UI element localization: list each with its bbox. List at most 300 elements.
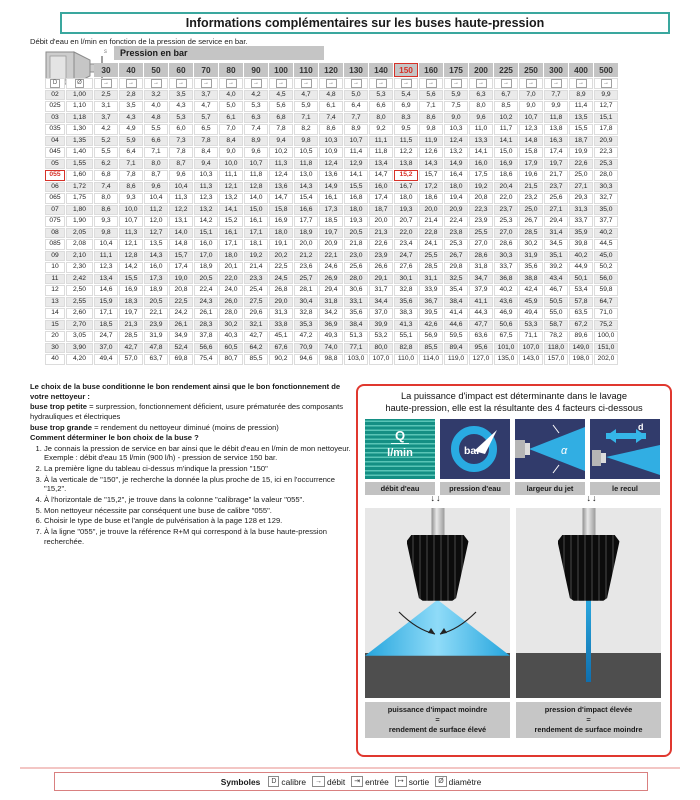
flow-value-cell: 40,2: [569, 251, 593, 262]
flow-value-cell: 28,6: [469, 251, 493, 262]
flow-value-cell: 39,5: [419, 308, 443, 319]
flow-value-cell: 15,0: [494, 147, 518, 158]
flow-value-cell: 8,2: [294, 124, 318, 135]
flow-value-cell: 15,7: [169, 251, 193, 262]
pressure-header-cell: 70: [194, 63, 218, 77]
flow-value-cell: 56,6: [194, 343, 218, 354]
flow-value-cell: 16,4: [444, 170, 468, 181]
flow-value-cell: 28,0: [594, 170, 618, 181]
flow-value-cell: 24,6: [319, 262, 343, 273]
flow-value-cell: 17,2: [419, 182, 443, 193]
flow-value-cell: 14,9: [319, 182, 343, 193]
flow-value-cell: 56,0: [594, 274, 618, 285]
flow-value-cell: 14,1: [219, 205, 243, 216]
flow-value-cell: 4,2: [244, 90, 268, 101]
flow-value-cell: 80,0: [369, 343, 393, 354]
legend-item-calibre: D calibre: [268, 776, 306, 787]
flow-value-cell: 4,9: [119, 124, 143, 135]
page-title-text: Informations complémentaires sur les buses haute-pression: [185, 16, 545, 30]
flow-value-cell: 11,3: [169, 193, 193, 204]
flow-value-cell: 8,5: [494, 101, 518, 112]
flow-value-cell: 13,6: [269, 182, 293, 193]
diameter-cell: 2,08: [66, 239, 93, 250]
flow-value-cell: 16,7: [394, 182, 418, 193]
flow-value-cell: 7,4: [319, 113, 343, 124]
jet-angle-icon: [515, 419, 585, 479]
flow-value-cell: 10,3: [444, 124, 468, 135]
flow-value-cell: 7,7: [344, 113, 368, 124]
flow-value-cell: 14,6: [94, 285, 118, 296]
flow-value-cell: 34,5: [544, 239, 568, 250]
flow-value-cell: 5,0: [344, 90, 368, 101]
flow-value-cell: 13,2: [194, 205, 218, 216]
flow-value-cell: 13,3: [469, 136, 493, 147]
flow-value-cell: 18,7: [569, 136, 593, 147]
flow-value-cell: 15,2: [219, 216, 243, 227]
flow-value-cell: 49,3: [319, 331, 343, 342]
flow-value-cell: 6,9: [394, 101, 418, 112]
flow-value-cell: 9,8: [94, 228, 118, 239]
flow-value-cell: 5,5: [144, 124, 168, 135]
flow-value-cell: 50,2: [594, 262, 618, 273]
flow-value-cell: 6,1: [319, 101, 343, 112]
flow-value-cell: 15,8: [269, 205, 293, 216]
flow-value-cell: 3,2: [144, 90, 168, 101]
flow-value-cell: 18,0: [344, 205, 368, 216]
flow-value-cell: 14,7: [369, 170, 393, 181]
flow-value-cell: 20,8: [169, 285, 193, 296]
flow-value-cell: 57,8: [569, 297, 593, 308]
flow-value-cell: 10,7: [344, 136, 368, 147]
flow-value-cell: 2,5: [94, 90, 118, 101]
flow-value-cell: 32,8: [394, 285, 418, 296]
flow-arrow-icon: →: [94, 78, 118, 89]
flow-value-cell: 77,1: [344, 343, 368, 354]
flow-value-cell: 16,9: [494, 159, 518, 170]
flow-value-cell: 7,1: [294, 113, 318, 124]
table-row: [45, 308, 618, 319]
outlet-symbol-icon: ↦: [395, 776, 407, 787]
diameter-cell: 1,55: [66, 159, 93, 170]
flow-value-cell: 12,2: [169, 205, 193, 216]
flow-value-cell: 22,1: [319, 251, 343, 262]
flow-value-cell: 10,9: [319, 147, 343, 158]
flow-value-cell: 98,8: [319, 354, 343, 365]
calibre-cell: 13: [45, 297, 65, 308]
calibre-symbol-icon: D: [268, 776, 279, 787]
flow-value-cell: 33,8: [269, 320, 293, 331]
flow-value-cell: 16,0: [144, 262, 168, 273]
flow-value-cell: 22,6: [569, 159, 593, 170]
diameter-cell: 2,10: [66, 251, 93, 262]
flow-value-cell: 4,7: [294, 90, 318, 101]
flow-value-cell: 19,3: [344, 216, 368, 227]
flow-value-cell: 3,5: [169, 90, 193, 101]
calibre-symbol-icon: D: [45, 78, 65, 89]
flow-value-cell: 43,4: [544, 274, 568, 285]
flow-value-cell: 28,0: [219, 308, 243, 319]
diameter-cell: 3,05: [66, 331, 93, 342]
flow-value-cell: 5,9: [119, 136, 143, 147]
flow-value-cell: 22,1: [144, 308, 168, 319]
flow-value-cell: 24,0: [219, 285, 243, 296]
flow-value-cell: 29,4: [319, 285, 343, 296]
table-row: [45, 193, 618, 204]
flow-value-cell: 20,2: [269, 251, 293, 262]
flow-value-cell: 34,2: [319, 308, 343, 319]
diameter-cell: 1,90: [66, 216, 93, 227]
flow-value-cell: 30,3: [594, 182, 618, 193]
flow-value-cell: 38,4: [444, 297, 468, 308]
pressure-header-cell: 50: [144, 63, 168, 77]
spacer: [66, 63, 93, 77]
diameter-cell: 1,60: [66, 170, 93, 181]
flow-value-cell: 19,9: [569, 147, 593, 158]
flow-value-cell: 31,4: [544, 228, 568, 239]
diameter-cell: 1,00: [66, 90, 93, 101]
flow-value-cell: 47,2: [294, 331, 318, 342]
flow-arrow-icon: →: [169, 78, 193, 89]
flow-value-cell: 22,8: [419, 228, 443, 239]
flow-value-cell: 38,8: [519, 274, 543, 285]
flow-value-cell: 21,3: [369, 228, 393, 239]
flow-value-cell: 8,0: [469, 101, 493, 112]
calibre-cell: 08: [45, 228, 65, 239]
flow-value-cell: 6,1: [219, 113, 243, 124]
diameter-cell: 2,42: [66, 274, 93, 285]
flow-value-cell: 70,9: [294, 343, 318, 354]
flow-value-cell: 26,0: [219, 297, 243, 308]
flow-value-cell: 13,8: [544, 124, 568, 135]
flow-value-cell: 19,1: [269, 239, 293, 250]
flow-value-cell: 18,5: [319, 216, 343, 227]
flow-value-cell: 25,3: [444, 239, 468, 250]
flow-value-cell: 7,0: [219, 124, 243, 135]
flow-rate-table: [44, 62, 619, 366]
flow-value-cell: 114,0: [419, 354, 443, 365]
flow-value-cell: 9,0: [219, 147, 243, 158]
flow-value-cell: 12,4: [269, 170, 293, 181]
flow-value-cell: 24,7: [94, 331, 118, 342]
flow-value-cell: 12,7: [144, 228, 168, 239]
flow-value-cell: 71,1: [519, 331, 543, 342]
diameter-cell: 1,40: [66, 147, 93, 158]
pressure-header-cell: 225: [494, 63, 518, 77]
flow-value-cell: 17,4: [169, 262, 193, 273]
table-row: [45, 331, 618, 342]
flow-value-cell: 15,1: [194, 228, 218, 239]
flow-value-cell: 9,8: [419, 124, 443, 135]
flow-value-cell: 17,7: [294, 216, 318, 227]
flow-value-cell: 19,0: [169, 274, 193, 285]
flow-value-cell: 15,8: [519, 147, 543, 158]
flow-value-cell: 149,0: [569, 343, 593, 354]
flow-value-cell: 39,9: [369, 320, 393, 331]
flow-value-cell: 198,0: [569, 354, 593, 365]
flow-value-cell: 39,8: [569, 239, 593, 250]
table-row: [45, 262, 618, 273]
step-4: 4. À l'horizontale de "15,2", je trouve dans la colonne "calibrage" la valeur "055".: [44, 495, 354, 505]
flow-value-cell: 14,2: [119, 262, 143, 273]
calibre-cell: 20: [45, 331, 65, 342]
flow-value-cell: 8,6: [94, 205, 118, 216]
flow-value-cell: 7,1: [419, 101, 443, 112]
diameter-cell: 2,70: [66, 320, 93, 331]
flow-value-cell: 35,0: [594, 205, 618, 216]
legend-item-diametre: Ø diamètre: [435, 776, 481, 787]
table-row: [45, 274, 618, 285]
flow-value-cell: 55,0: [544, 308, 568, 319]
inlet-symbol-icon: ⇥: [351, 776, 363, 787]
flow-value-cell: 6,3: [469, 90, 493, 101]
flow-value-cell: 32,1: [244, 320, 268, 331]
symbols-legend: [54, 772, 648, 791]
flow-value-cell: 57,0: [119, 354, 143, 365]
flow-value-cell: 9,0: [519, 101, 543, 112]
flow-value-cell: 14,3: [144, 251, 168, 262]
table-row: [45, 297, 618, 308]
flow-value-cell: 50,5: [544, 297, 568, 308]
flow-value-cell: 9,2: [369, 124, 393, 135]
diameter-cell: 1,80: [66, 205, 93, 216]
flow-value-cell: 10,3: [319, 136, 343, 147]
flow-value-cell: 10,3: [194, 170, 218, 181]
flow-value-cell: 15,4: [294, 193, 318, 204]
flow-value-cell: 12,7: [594, 101, 618, 112]
flow-arrow-icon: →: [419, 78, 443, 89]
flow-value-cell: 64,7: [594, 297, 618, 308]
flow-value-cell: 16,9: [269, 216, 293, 227]
flow-value-cell: 25,6: [544, 193, 568, 204]
factor-pressure-label: pression d'eau: [440, 482, 510, 495]
flow-value-cell: 67,6: [269, 343, 293, 354]
flow-value-cell: 20,9: [444, 205, 468, 216]
flow-value-cell: 9,9: [594, 90, 618, 101]
flow-value-cell: 25,0: [519, 205, 543, 216]
down-arrows-icon: ↓↓: [586, 492, 598, 503]
flow-value-cell: 15,2: [394, 170, 418, 181]
thin-jet-diagram: [516, 508, 661, 698]
factor-recoil: [590, 419, 660, 495]
flow-value-cell: 4,3: [119, 113, 143, 124]
flow-value-cell: 85,5: [419, 343, 443, 354]
pressure-header-cell: 80: [219, 63, 243, 77]
flow-value-cell: 29,3: [569, 193, 593, 204]
flow-value-cell: 18,0: [219, 251, 243, 262]
flow-value-cell: 90,2: [269, 354, 293, 365]
flow-value-cell: 16,1: [319, 193, 343, 204]
flow-value-cell: 13,8: [394, 159, 418, 170]
factor-tiles: [365, 419, 663, 495]
flow-value-cell: 33,7: [494, 262, 518, 273]
flow-value-cell: 7,8: [269, 124, 293, 135]
flow-value-cell: 21,8: [344, 239, 368, 250]
flow-value-cell: 30,2: [219, 320, 243, 331]
flow-value-cell: 6,5: [194, 124, 218, 135]
flow-value-cell: 25,7: [294, 274, 318, 285]
flow-value-cell: 12,0: [144, 216, 168, 227]
flow-value-cell: 27,5: [244, 297, 268, 308]
flow-value-cell: 4,7: [194, 101, 218, 112]
step-1: 1. Je connais la pression de service en bar ainsi que le débit d'eau en l/min de mon nettoyeur. Exemple : débit d'eau 15 l/min (900 l/h) - pression de service 150 bar.: [44, 444, 354, 463]
flow-value-cell: 18,5: [94, 320, 118, 331]
flow-value-cell: 7,8: [119, 170, 143, 181]
flow-value-cell: 17,1: [219, 239, 243, 250]
calibre-cell: 05: [45, 159, 65, 170]
flow-value-cell: 31,3: [269, 308, 293, 319]
flow-value-cell: 107,0: [519, 343, 543, 354]
flow-value-cell: 53,2: [369, 331, 393, 342]
flow-value-cell: 25,3: [494, 216, 518, 227]
flow-value-cell: 8,0: [94, 193, 118, 204]
flow-value-cell: 9,0: [444, 113, 468, 124]
flow-value-cell: 46,9: [494, 308, 518, 319]
calibre-cell: 045: [45, 147, 65, 158]
flow-value-cell: 74,0: [319, 343, 343, 354]
flow-value-cell: 9,3: [94, 216, 118, 227]
flow-value-cell: 30,4: [294, 297, 318, 308]
flow-value-cell: 19,7: [544, 159, 568, 170]
flow-value-cell: 8,0: [144, 159, 168, 170]
surface: [365, 653, 510, 698]
flow-value-cell: 25,5: [469, 228, 493, 239]
flow-value-cell: 63,5: [569, 308, 593, 319]
flow-value-cell: 45,1: [269, 331, 293, 342]
flow-value-cell: 53,3: [519, 320, 543, 331]
flow-value-cell: 19,7: [319, 228, 343, 239]
flow-value-cell: 10,7: [519, 113, 543, 124]
flow-value-cell: 20,1: [219, 262, 243, 273]
flow-value-cell: 58,7: [544, 320, 568, 331]
flow-value-cell: 17,8: [594, 124, 618, 135]
flow-value-cell: 30,1: [394, 274, 418, 285]
flow-value-cell: 9,6: [244, 147, 268, 158]
flow-value-cell: 10,4: [169, 182, 193, 193]
flow-value-cell: 6,6: [369, 101, 393, 112]
diameter-cell: 1,30: [66, 124, 93, 135]
flow-value-cell: 16,3: [544, 136, 568, 147]
flow-value-cell: 8,6: [119, 182, 143, 193]
flow-value-cell: 4,2: [94, 124, 118, 135]
flow-value-cell: 33,7: [569, 216, 593, 227]
flow-value-cell: 20,7: [394, 216, 418, 227]
flow-value-cell: 18,6: [494, 170, 518, 181]
table-row: [45, 124, 618, 135]
flow-arrow-icon: →: [494, 78, 518, 89]
flow-value-cell: 12,9: [344, 159, 368, 170]
flow-value-cell: 22,0: [494, 193, 518, 204]
pressure-header-row: [45, 63, 618, 77]
flow-value-cell: 30,3: [494, 251, 518, 262]
flow-value-cell: 21,3: [119, 320, 143, 331]
diameter-cell: 1,18: [66, 113, 93, 124]
flow-value-cell: 19,7: [119, 308, 143, 319]
flow-value-cell: 20,5: [144, 297, 168, 308]
flow-value-cell: 14,1: [494, 136, 518, 147]
flow-value-cell: 18,1: [244, 239, 268, 250]
water-flow-icon: Q l/min: [365, 419, 435, 479]
flow-value-cell: 21,4: [419, 216, 443, 227]
flow-value-cell: 11,8: [244, 170, 268, 181]
flow-value-cell: 13,5: [144, 239, 168, 250]
explanation-text: [30, 382, 354, 547]
step-6: 6. Choisir le type de buse et l'angle de pulvérisation à la page 128 et 129.: [44, 516, 354, 526]
factor-flow-label: débit d'eau: [365, 482, 435, 495]
calibre-cell: 075: [45, 216, 65, 227]
flow-value-cell: 7,3: [169, 136, 193, 147]
flow-value-cell: 42,7: [244, 331, 268, 342]
flow-value-cell: 20,0: [369, 216, 393, 227]
wide-spray-diagram: [365, 508, 510, 698]
flow-value-cell: 21,4: [244, 262, 268, 273]
flow-value-cell: 14,0: [169, 228, 193, 239]
intro-text: Le choix de la buse conditionne le bon rendement ainsi que le bon fonctionnement de votre nettoyeur :: [30, 382, 341, 401]
flow-value-cell: 5,2: [94, 136, 118, 147]
legend-item-entree: ⇥ entrée: [351, 776, 389, 787]
flow-value-cell: 12,6: [419, 147, 443, 158]
alpha-symbol: α: [561, 444, 568, 457]
flow-value-cell: 16,0: [194, 239, 218, 250]
flow-value-cell: 12,4: [319, 159, 343, 170]
flow-value-cell: 11,1: [219, 170, 243, 181]
flow-value-cell: 46,7: [544, 285, 568, 296]
flow-arrow-icon: →: [394, 78, 418, 89]
flow-value-cell: 18,0: [394, 193, 418, 204]
legend-item-debit: → débit: [312, 776, 345, 787]
flow-value-cell: 89,4: [444, 343, 468, 354]
pressure-header-cell: 110: [294, 63, 318, 77]
flow-value-cell: 119,0: [444, 354, 468, 365]
flow-value-cell: 89,6: [569, 331, 593, 342]
flow-value-cell: 4,0: [219, 90, 243, 101]
flow-value-cell: 3,7: [194, 90, 218, 101]
table-row: [45, 159, 618, 170]
flow-value-cell: 17,3: [319, 205, 343, 216]
flow-value-cell: 13,1: [169, 216, 193, 227]
flow-value-cell: 35,4: [444, 285, 468, 296]
flow-value-cell: 11,7: [494, 124, 518, 135]
table-row: [45, 147, 618, 158]
flow-value-cell: 19,2: [244, 251, 268, 262]
flow-value-cell: 13,6: [319, 170, 343, 181]
angle-arrows-icon: [365, 598, 510, 640]
steps-list: [44, 444, 354, 546]
factor-pressure: [440, 419, 510, 495]
flow-value-cell: 6,6: [144, 136, 168, 147]
flow-value-cell: 14,1: [469, 147, 493, 158]
flow-value-cell: 37,0: [94, 343, 118, 354]
flow-value-cell: 7,0: [519, 90, 543, 101]
flow-value-cell: 67,2: [569, 320, 593, 331]
flow-value-cell: 8,9: [344, 124, 368, 135]
flow-value-cell: 12,1: [119, 239, 143, 250]
flow-value-cell: 18,7: [369, 205, 393, 216]
flow-arrow-icon: →: [469, 78, 493, 89]
flow-value-cell: 14,0: [244, 193, 268, 204]
flow-value-cell: 28,5: [419, 262, 443, 273]
flow-value-cell: 16,1: [244, 216, 268, 227]
flow-value-cell: 14,8: [519, 136, 543, 147]
flow-value-cell: 25,0: [569, 170, 593, 181]
flow-value-cell: 28,0: [344, 274, 368, 285]
flow-value-cell: 103,0: [344, 354, 368, 365]
flow-value-cell: 18,9: [194, 262, 218, 273]
flow-value-cell: 45,9: [519, 297, 543, 308]
flow-value-cell: 23,9: [144, 320, 168, 331]
flow-value-cell: 11,4: [344, 147, 368, 158]
flow-value-cell: 23,6: [294, 262, 318, 273]
flow-value-cell: 63,7: [144, 354, 168, 365]
